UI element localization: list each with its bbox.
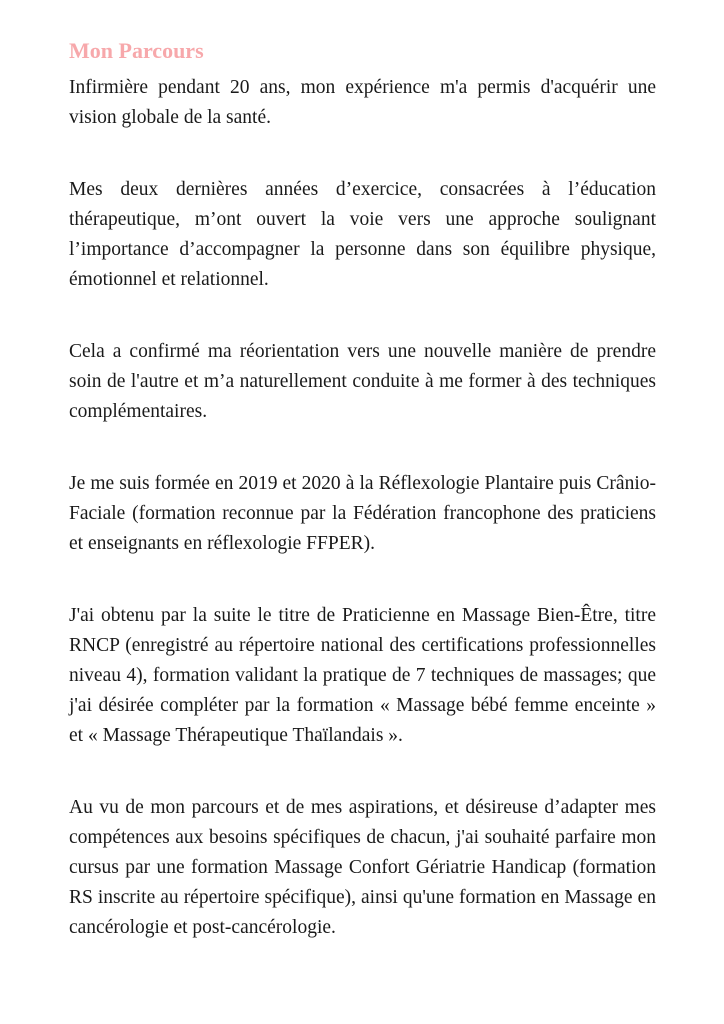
paragraph-formation-reflexologie: Je me suis formée en 2019 et 2020 à la Réflexologie Plantaire puis Crânio-Faciale (formation reconnue par la Fédération francophone des praticiens et enseignants en réflexologie FFPER).	[69, 473, 656, 554]
paragraph-titre-rncp-massages: J'ai obtenu par la suite le titre de Praticienne en Massage Bien-Être, titre RNCP (enregistré au répertoire national des certifications professionnelles niveau 4), formation validant la pratique de 7 techniques de massages; que j'ai désirée compléter par la formation « Massage bébé femme enceinte » et « Massage Thérapeutique Thaïlandais ».	[69, 605, 656, 746]
paragraph-experience-infirmiere: Infirmière pendant 20 ans, mon expérience m'a permis d'acquérir une vision globale de la santé.	[69, 77, 656, 128]
page-title: Mon Parcours	[69, 38, 204, 63]
paragraph-education-therapeutique: Mes deux dernières années d’exercice, consacrées à l’éducation thérapeutique, m’ont ouvert la voie vers une approche soulignant l’importance d’accompagner la personne dans son équilibre physique, émotionnel et relationnel.	[69, 179, 656, 290]
paragraph-formations-complementaires: Au vu de mon parcours et de mes aspirations, et désireuse d’adapter mes compétences aux besoins spécifiques de chacun, j'ai souhaité parfaire mon cursus par une formation Massage Confort Gériatrie Handicap (formation RS inscrite au répertoire spécifique), ainsi qu'une formation en Massage en cancérologie et post-cancérologie.	[69, 797, 656, 938]
paragraph-reorientation: Cela a confirmé ma réorientation vers une nouvelle manière de prendre soin de l'autre et m’a naturellement conduite à me former à des techniques complémentaires.	[69, 341, 656, 422]
